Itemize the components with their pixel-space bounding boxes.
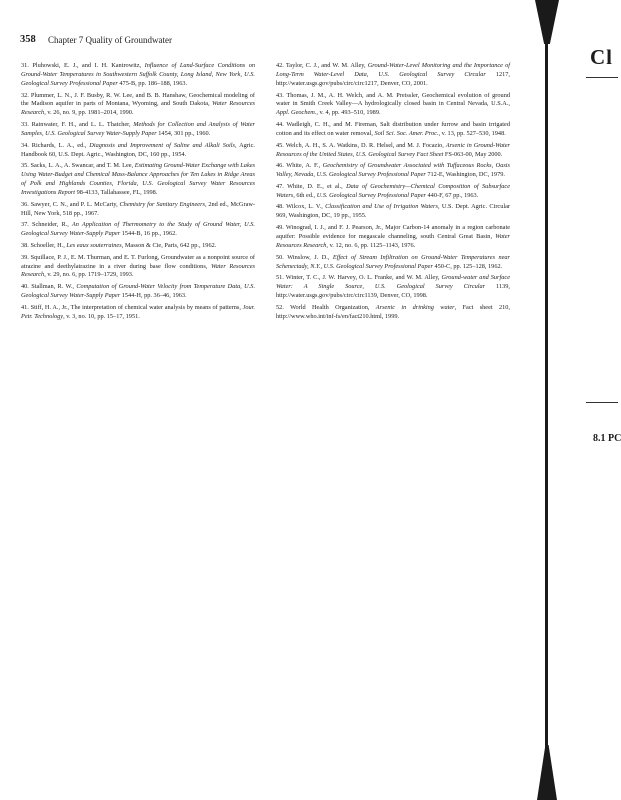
reference-text: Wadleigh, C. H., and M. Fireman, Salt distribution under furrow and basin irrigated cotton and its effect on water removal, [276, 121, 510, 137]
reference-entry [21, 283, 255, 301]
reference-entry [276, 121, 510, 139]
reference-entry [276, 142, 510, 160]
reference-text: Schoeller, H., [30, 241, 67, 249]
reference-text: White, D. E., et al., [287, 182, 347, 190]
reference-entry [21, 62, 255, 89]
reference-title: Estimating Ground-Water Exchange with Lakes Using Water-Budget and Chemical Mass-Balance Approaches for Ten Lakes in Ridge Areas of Polk and Highlands Counties, Florida, U.S. Geological Survey Water Resources Investigations Report [21, 162, 255, 196]
reference-number: 38. [21, 241, 29, 249]
reference-text: 712-E, Washington, DC, 1979. [425, 171, 505, 179]
reference-entry [276, 183, 510, 201]
reference-text: 450-C, pp. 125–128, 1962. [432, 262, 503, 270]
reference-text: 440-F, 67 pp., 1963. [425, 191, 479, 199]
reference-number: 45. [276, 141, 284, 149]
reference-number: 48. [276, 203, 284, 211]
next-page-rule [586, 77, 618, 78]
reference-text: Plummer, L. N., J. F. Busby, R. W. Lee, and B. B. Hanshaw, Geochemical modeling of the Madison aquifer in parts of Montana, Wyoming, and South Dakota, [21, 91, 255, 108]
reference-number: 34. [21, 141, 29, 149]
reference-text: Taylor, C. J., and W. M. Alley, [285, 62, 368, 69]
reference-title: Data of Geochemistry—Chemical Composition of Subsurface Waters [276, 182, 510, 199]
reference-number: 42. [276, 62, 284, 69]
reference-number: 41. [21, 303, 29, 311]
reference-number: 36. [21, 200, 29, 208]
reference-title: Diagnosis and Improvement of Saline and Alkali Soils [89, 141, 235, 149]
reference-text: , 6th ed., [293, 191, 317, 199]
page-header [20, 34, 540, 50]
reference-number: 40. [21, 283, 29, 291]
reference-title: Water Resources Research [21, 262, 256, 279]
reference-text: 98-4133, Tallahassee, FL, 1998. [75, 188, 158, 196]
reference-title: Arsenic in drinking water [375, 303, 455, 311]
reference-text: Rainwater, F. H., and L. L. Thatcher, [31, 121, 134, 129]
reference-text: Wilcox, L. V., [286, 203, 326, 211]
reference-text: Thomas, J. M., A. H. Welch, and A. M. Preissler, Geochemical evolution of ground water in Smith Creek Valley—A hydrologically closed basin in Central Nevada, U.S.A., [276, 91, 510, 108]
reference-text: White, A. F., [286, 162, 323, 170]
reference-number: 46. [276, 162, 284, 170]
chapter-title: Chapter 7 Quality of Groundwater [48, 35, 172, 45]
next-page-section-fragment: 8.1 PC [593, 433, 621, 444]
reference-number: 31. [21, 62, 29, 69]
reference-text: , Masson & Cie, Paris, 642 pp., 1962. [121, 241, 217, 249]
reference-text: Welch, A. H., S. A. Watkins, D. R. Helsel, and M. J. Focazio, [285, 141, 446, 149]
reference-title: Effect of Stream Infiltration on Ground-Water Temperatures near Schenectady, N.Y., U.S. Geological Survey Professional Paper [276, 253, 510, 270]
reference-number: 44. [276, 121, 284, 129]
reference-number: 50. [276, 253, 284, 261]
references-right-column [276, 62, 510, 324]
reference-title: Ground-Water-Level Monitoring and the Importance of Long-Term Water-Level Data, U.S. Geological Survey Circular [276, 62, 510, 78]
reference-text: Richards, L. A., ed., [31, 141, 90, 149]
reference-title: Les eaux souterraines [66, 241, 122, 249]
reference-title: U.S. Geological Survey Professional Paper [316, 191, 426, 199]
reference-text: Winograd, I. J., and F. J. Pearson, Jr., Major Carbon-14 anomaly in a region carbonate aquifer: Possible evidence for megascale channeling, south Central Great Basin, [276, 224, 510, 240]
reference-title: Influence of Land-Surface Conditions on Ground-Water Temperatures in Southwestern Suffolk County, Long Island, New York, U.S. Geological Survey Professional Paper [21, 62, 255, 87]
reference-text: Sawyer, C. N., and P. L. McCarty, [30, 200, 120, 208]
reference-entry [21, 121, 255, 139]
reference-text: Stallman, R. W., [31, 283, 77, 291]
reference-entry [21, 92, 255, 119]
reference-number: 52. [276, 303, 284, 311]
reference-entry [276, 62, 510, 89]
reference-number: 37. [21, 221, 29, 229]
reference-title: Geochemistry of Groundwater Associated with Tuffaceous Rocks, Oasis Valley, Nevada, U.S. Geological Survey Professional Paper [276, 162, 510, 179]
reference-entry [276, 92, 510, 119]
reference-title: Ground-water and Surface Water: A Single Source, U.S. Geological Survey Circular [276, 274, 510, 291]
reference-entry [276, 274, 510, 301]
reference-text: World Health Organization, [290, 303, 376, 311]
reference-text: Pluhowski, E. J., and I. H. Kantrowitz, [32, 62, 145, 69]
page-number: 358 [20, 34, 36, 45]
reference-title: Computation of Ground-Water Velocity from Temperature Data, U.S. Geological Survey Water-Supply Paper [21, 283, 256, 300]
reference-text: , Fact sheet 210, http://www.who.int/inf-fs/en/fact210.html, 1999. [276, 303, 510, 320]
reference-text: 1217, http://water.usgs.gov/pubs/circ/circ1217, Denver, CO, 2001. [276, 70, 510, 87]
references-left-column [21, 62, 255, 324]
page-gutter [541, 0, 618, 800]
reference-text: , v. 12, no. 6, pp. 1125–1143, 1976. [326, 241, 416, 249]
reference-text: , v. 3, no. 10, pp. 15–17, 1951. [63, 312, 140, 320]
reference-text: 1139, http://water.usgs.gov/pubs/circ/circ1139, Denver, CO, 1998. [276, 283, 510, 300]
reference-entry [276, 304, 510, 322]
reference-title: Arsenic in Ground-Water Resources of the United States, U.S. Geological Survey Fact Sheet [276, 141, 510, 158]
reference-entry [21, 221, 255, 239]
reference-number: 51. [276, 274, 284, 282]
reference-number: 43. [276, 91, 284, 99]
reference-number: 35. [21, 162, 29, 170]
reference-text: , v. 29, no. 6, pp. 1719–1729, 1993. [44, 271, 134, 279]
reference-title: Appl. Geochem. [276, 109, 317, 117]
next-page-chapter-fragment: Cl [590, 45, 613, 69]
reference-entry [21, 201, 255, 219]
reference-text: , v. 4, pp. 493–510, 1989. [316, 109, 381, 117]
reference-text: Winter, T. C., J. W. Harvey, O. L. Franke, and W. M. Alley, [285, 274, 442, 282]
reference-title: Soil Sci. Soc. Amer. Proc. [374, 129, 439, 137]
reference-text: Squillace, P. J., E. M. Thurman, and E. T. Furlong, Groundwater as a nonpoint source of atrazine and deethylatrazine in a river during base flow conditions, [21, 253, 256, 270]
reference-text: , v. 13, pp. 527–530, 1948. [438, 129, 506, 137]
reference-title: Water Resources Research [276, 232, 510, 249]
reference-entry [21, 162, 255, 198]
reference-number: 32. [21, 91, 29, 99]
reference-title: Water Resources Research [21, 100, 255, 117]
reference-text: FS-063-00, May 2000. [443, 150, 503, 158]
reference-title: Classification and Use of Irrigation Waters [325, 203, 438, 211]
reference-entry [21, 242, 255, 251]
reference-entry [276, 203, 510, 221]
next-page-rule [586, 402, 618, 403]
reference-text: 1454, 301 pp., 1960. [156, 129, 211, 137]
reference-text: , U.S. Dept. Agric. Circular 969, Washington, DC, 19 pp., 1955. [276, 203, 510, 220]
reference-text: 1544-H, pp. 36–46, 1963. [120, 292, 187, 300]
binding-line [545, 0, 548, 800]
reference-entry [21, 254, 255, 281]
reference-text: 1544-B, 16 pp., 1962. [120, 230, 177, 238]
reference-title: Chemistry for Sanitary Engineers [119, 200, 205, 208]
reference-title: Jour. Petr. Technology [21, 303, 255, 320]
reference-title: Methods for Collection and Analysis of Water Samples, U.S. Geological Survey Water-Supply Paper [21, 121, 256, 137]
reference-text: Schneider, R., [31, 221, 72, 229]
reference-number: 49. [276, 224, 284, 232]
reference-text: 475-B, pp. 186–188, 1963. [117, 79, 188, 87]
reference-title: An Application of Thermometry to the Study of Ground Water, U.S. Geological Survey Water-Supply Paper [21, 221, 255, 238]
reference-number: 33. [21, 121, 29, 129]
reference-entry [276, 162, 510, 180]
reference-text: , 2nd ed., McGraw-Hill, New York, 518 pp., 1967. [21, 200, 256, 217]
reference-text: Winslow, J. D., [287, 253, 333, 261]
reference-number: 39. [21, 253, 29, 261]
reference-text: Stiff, H. A., Jr., The interpretation of chemical water analysis by means of patterns, [30, 303, 243, 311]
reference-text: , v. 26, no. 9, pp. 1981–2014, 1990. [44, 109, 134, 117]
reference-number: 47. [276, 182, 284, 190]
reference-entry [276, 224, 510, 251]
reference-entry [21, 142, 255, 160]
reference-entry [21, 304, 255, 322]
reference-text: , Agric. Handbook 60, U.S. Dept. Agric., Washington, DC, 160 pp., 1954. [21, 141, 256, 158]
reference-text: Sacks, L. A., A. Swancar, and T. M. Lee, [30, 162, 135, 170]
reference-entry [276, 254, 510, 272]
